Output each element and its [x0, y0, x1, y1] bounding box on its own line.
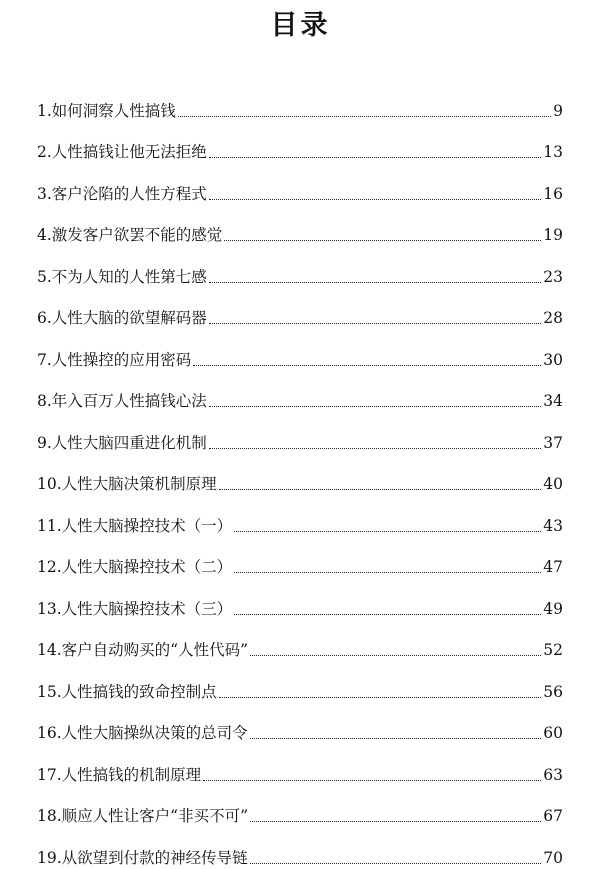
- toc-entry-page-number: 19: [543, 226, 563, 244]
- toc-entry-title: 人性大脑操控技术（三）: [61, 599, 233, 618]
- toc-entry[interactable]: [37, 122, 563, 164]
- dot-leader: [209, 156, 541, 158]
- toc-entry-title: 客户沦陷的人性方程式: [51, 184, 207, 203]
- toc-entry-title: 人性大脑操控技术（二）: [61, 558, 233, 576]
- toc-entry-number: 1.: [37, 101, 52, 120]
- dot-leader: [234, 613, 541, 615]
- toc-entry-title: 人性搞钱让他无法拒绝: [51, 143, 207, 161]
- toc-entry-title: 如何洞察人性搞钱: [51, 101, 176, 120]
- dot-leader: [234, 571, 541, 573]
- toc-entry-title: 人性搞钱的致命控制点: [61, 682, 217, 701]
- toc-entry-page-number: 49: [543, 599, 563, 618]
- toc-entry[interactable]: [37, 786, 563, 828]
- toc-entry-page-number: 16: [543, 184, 563, 203]
- dot-leader: [209, 281, 541, 283]
- toc-entry-title: 人性搞钱的机制原理: [61, 765, 202, 784]
- toc-entry-number: 12.: [37, 558, 62, 576]
- toc-entry-number: 8.: [37, 392, 52, 410]
- toc-entry[interactable]: [37, 495, 563, 537]
- toc-entry-page-number: 70: [543, 848, 563, 867]
- toc-entry-number: 17.: [37, 765, 62, 784]
- dot-leader: [193, 364, 541, 366]
- toc-entry-number: 5.: [37, 267, 52, 286]
- toc-entry-title: 从欲望到付款的神经传导链: [61, 848, 248, 867]
- toc-entry-number: 19.: [37, 848, 62, 867]
- toc-entry-title: 人性大脑的欲望解码器: [51, 309, 207, 327]
- dot-leader: [209, 198, 541, 200]
- toc-entry[interactable]: [37, 246, 563, 288]
- toc-entry[interactable]: [37, 371, 563, 413]
- dot-leader: [250, 862, 542, 864]
- toc-entry[interactable]: [37, 412, 563, 454]
- toc-entry-page-number: 43: [543, 516, 563, 535]
- toc-entry-title: 顺应人性让客户“非买不可”: [61, 807, 249, 825]
- toc-entry-number: 2.: [37, 143, 52, 161]
- toc-entry[interactable]: [37, 578, 563, 620]
- dot-leader: [219, 488, 542, 490]
- toc-entry[interactable]: [37, 163, 563, 205]
- toc-entry-title: 激发客户欲罢不能的感觉: [51, 226, 223, 244]
- toc-entry-page-number: 67: [543, 807, 563, 825]
- dot-leader: [178, 115, 551, 117]
- toc-entry-title: 人性大脑决策机制原理: [61, 475, 217, 493]
- toc-entry[interactable]: [37, 288, 563, 330]
- toc-entry-page-number: 37: [543, 433, 563, 452]
- toc-entry-title: 人性大脑操控技术（一）: [61, 516, 233, 535]
- toc-entry[interactable]: [37, 661, 563, 703]
- dot-leader: [250, 820, 541, 822]
- toc-entry-title: 人性大脑四重进化机制: [51, 433, 207, 452]
- toc-entry-page-number: 40: [543, 475, 563, 493]
- toc-entry[interactable]: [37, 205, 563, 247]
- toc-entry[interactable]: [37, 454, 563, 496]
- toc-entry-number: 3.: [37, 184, 52, 203]
- toc-entry-page-number: 13: [543, 143, 563, 161]
- toc-entry-number: 13.: [37, 599, 62, 618]
- toc-entry-page-number: 30: [543, 350, 563, 369]
- toc-entry-number: 7.: [37, 350, 52, 369]
- dot-leader: [209, 447, 541, 449]
- toc-entry[interactable]: [37, 827, 563, 869]
- toc-entry-page-number: 56: [543, 682, 563, 701]
- toc-entry-title: 人性大脑操纵决策的总司令: [61, 724, 248, 742]
- toc-entry-number: 11.: [37, 516, 62, 535]
- dot-leader: [209, 322, 541, 324]
- toc-entry-number: 16.: [37, 724, 62, 742]
- toc-entry[interactable]: [37, 329, 563, 371]
- toc-entry-page-number: 23: [543, 267, 563, 286]
- dot-leader: [209, 405, 541, 407]
- toc-entry-number: 6.: [37, 309, 52, 327]
- toc-entry-title: 年入百万人性搞钱心法: [51, 392, 207, 410]
- toc-entry[interactable]: [37, 80, 563, 122]
- toc-entry-page-number: 60: [543, 724, 563, 742]
- toc-entry-number: 9.: [37, 433, 52, 452]
- dot-leader: [234, 530, 541, 532]
- dot-leader: [250, 737, 542, 739]
- dot-leader: [250, 654, 541, 656]
- toc-entry-title: 不为人知的人性第七感: [51, 267, 207, 286]
- page-title: 目录: [270, 10, 331, 41]
- toc-entry-page-number: 34: [543, 392, 563, 410]
- toc-entry-number: 15.: [37, 682, 62, 701]
- toc-entry-page-number: 63: [543, 765, 563, 784]
- toc-entry-title: 人性操控的应用密码: [51, 350, 192, 369]
- toc-entry-number: 4.: [37, 226, 52, 244]
- toc-entry-number: 10.: [37, 475, 62, 493]
- toc-entry[interactable]: [37, 744, 563, 786]
- toc-entry-page-number: 28: [543, 309, 563, 327]
- toc-entry-page-number: 9: [553, 101, 563, 120]
- toc-entry-number: 14.: [37, 641, 62, 659]
- toc-entry[interactable]: [37, 537, 563, 579]
- toc-entry[interactable]: [37, 703, 563, 745]
- dot-leader: [203, 779, 541, 781]
- toc-entry-number: 18.: [37, 807, 62, 825]
- toc-entry-title: 客户自动购买的“人性代码”: [61, 641, 249, 659]
- table-of-contents: [37, 80, 563, 869]
- toc-entry-page-number: 52: [543, 641, 563, 659]
- toc-entry[interactable]: [37, 620, 563, 662]
- toc-entry-page-number: 47: [543, 558, 563, 576]
- dot-leader: [219, 696, 542, 698]
- dot-leader: [224, 239, 541, 241]
